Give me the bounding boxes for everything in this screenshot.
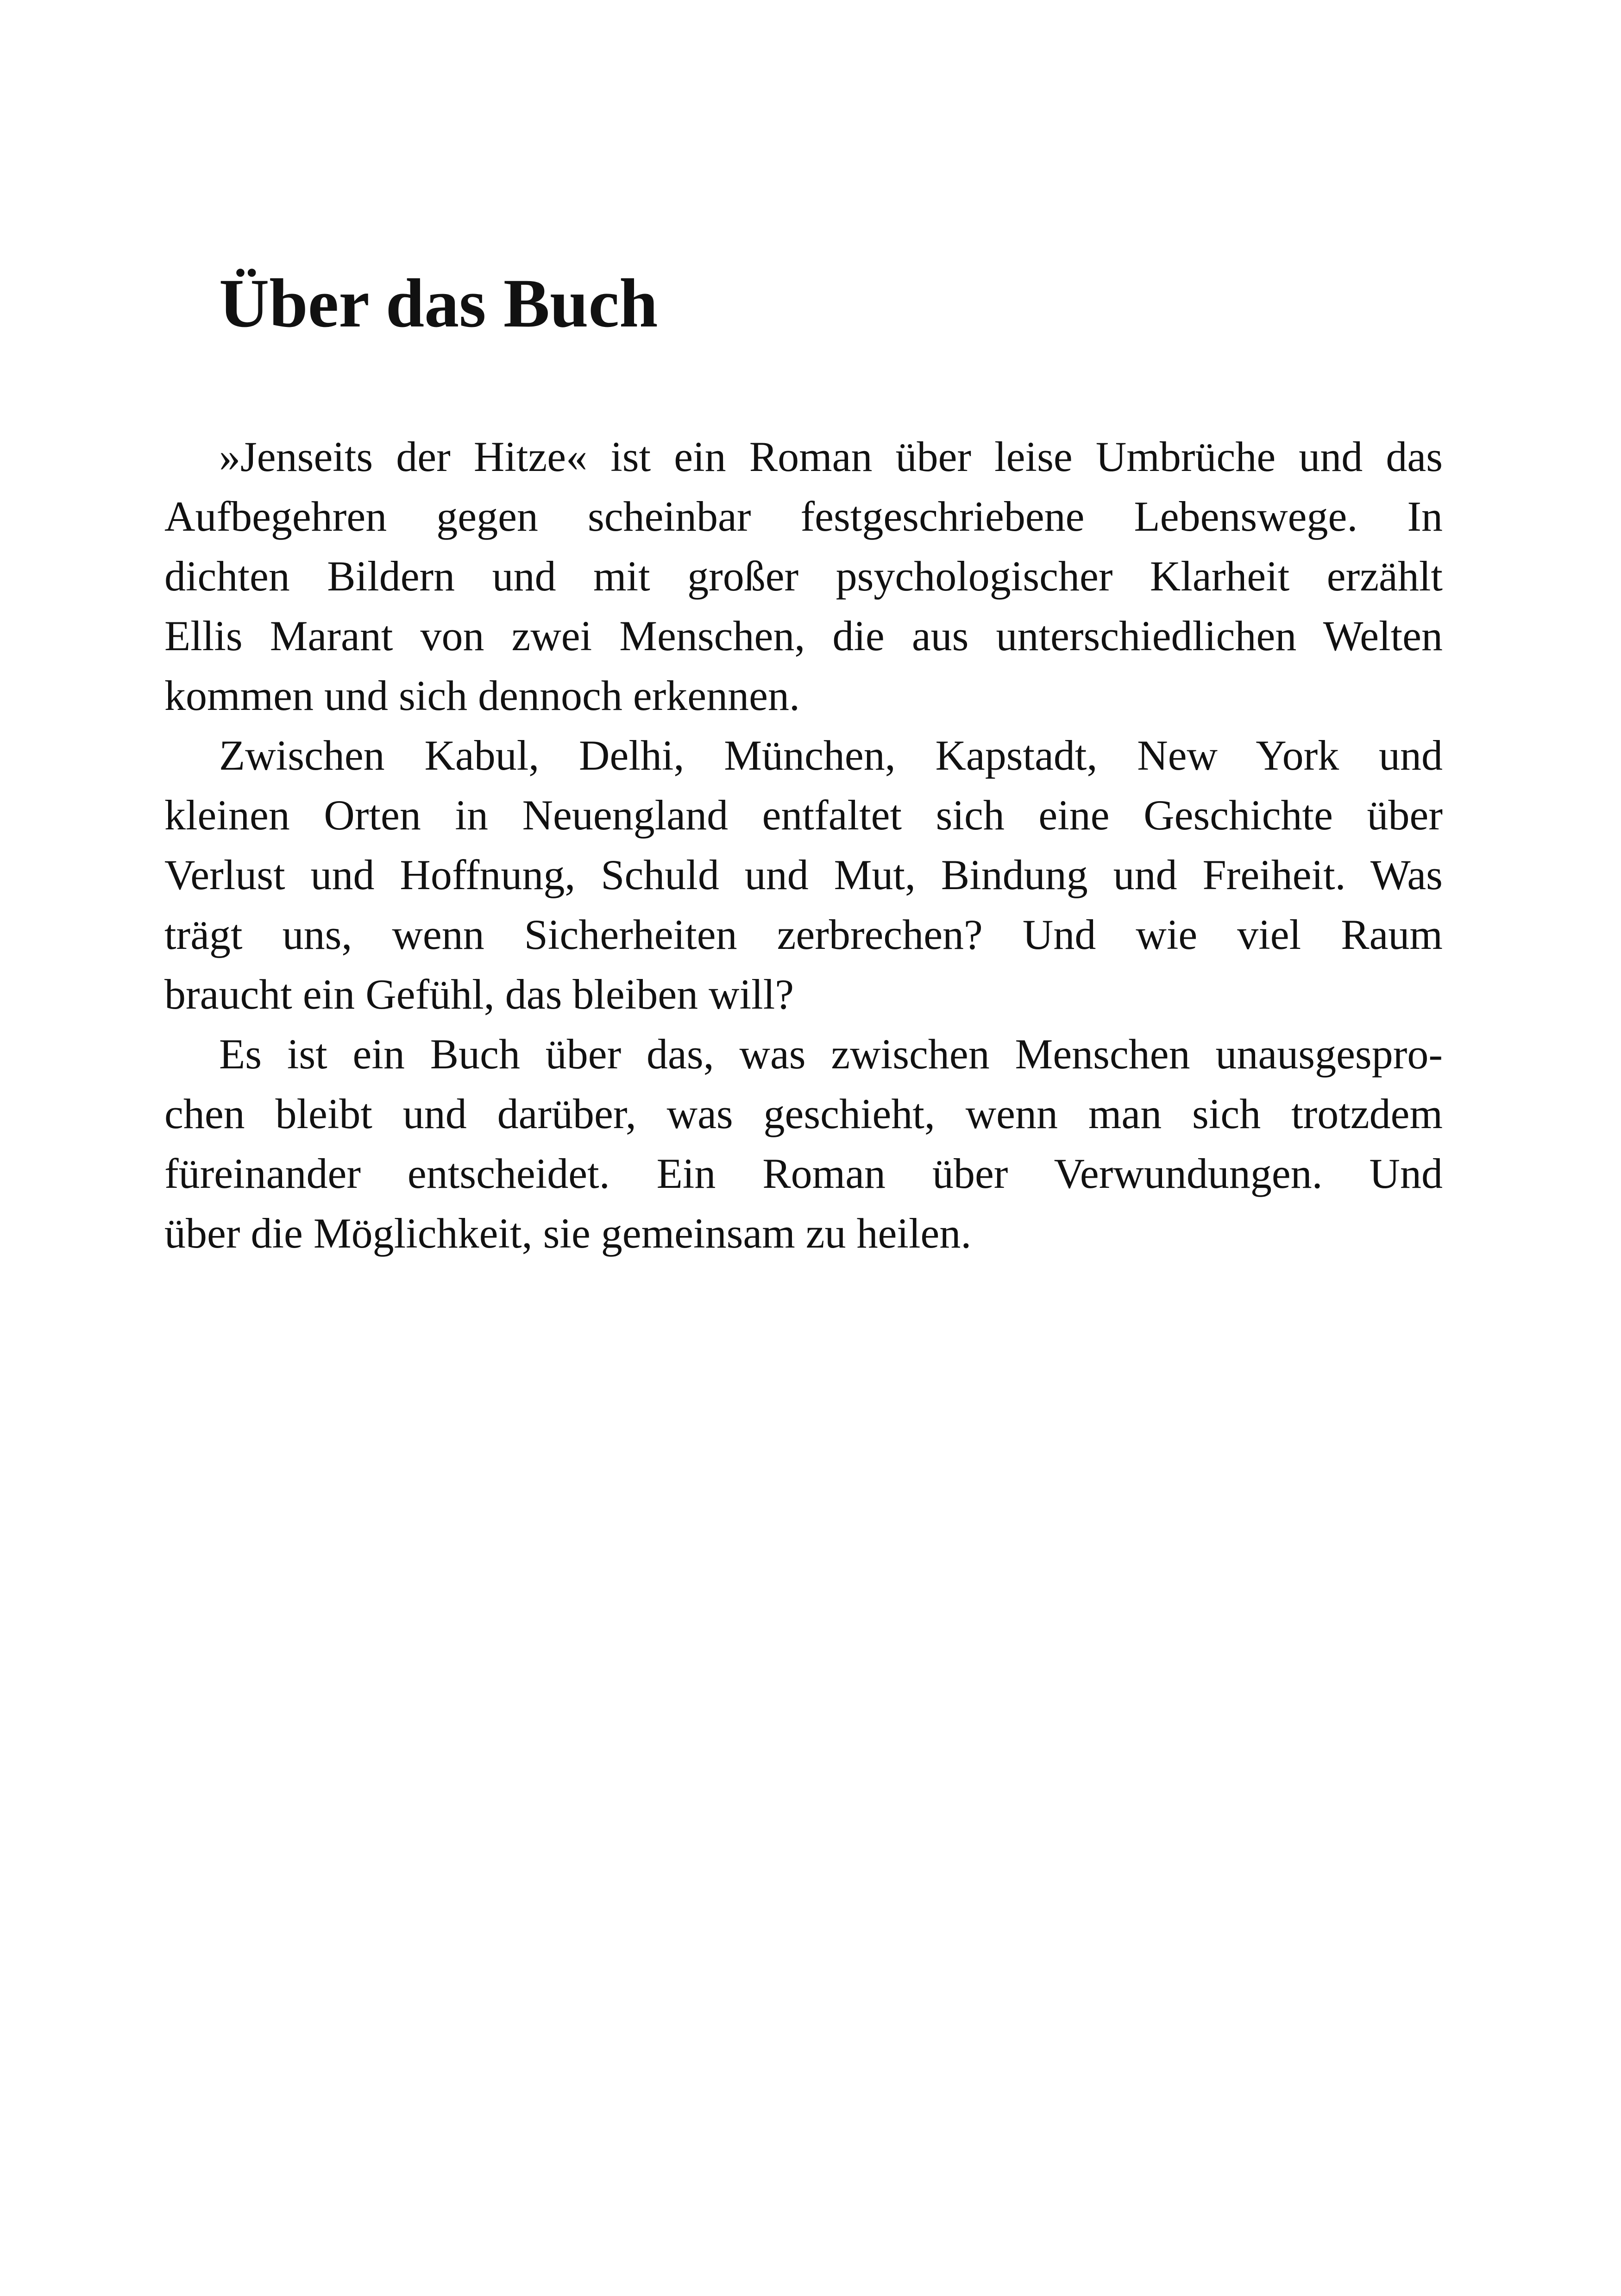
text-line: dichten Bildern und mit großer psychologischer Klarheit erzählt — [164, 552, 1443, 600]
text-line: chen bleibt und darüber, was geschieht, wenn man sich trotzdem — [164, 1090, 1443, 1137]
paragraph-3 — [164, 1024, 1443, 1263]
text-line: kommen und sich dennoch erkennen. — [164, 672, 800, 719]
text-line: trägt uns, wenn Sicherheiten zerbrechen? Und wie viel Raum — [164, 911, 1443, 958]
book-page — [164, 0, 1443, 2296]
text-line: kleinen Orten in Neuengland entfaltet sich eine Geschichte über — [164, 791, 1443, 839]
text-line: füreinander entscheidet. Ein Roman über Verwundungen. Und — [164, 1150, 1443, 1197]
text-line: Ellis Marant von zwei Menschen, die aus unterschiedlichen Welten — [164, 612, 1443, 659]
text-line: Verlust und Hoffnung, Schuld und Mut, Bindung und Freiheit. Was — [164, 851, 1443, 898]
book-description — [164, 427, 1443, 1263]
text-line: braucht ein Gefühl, das bleiben will? — [164, 971, 794, 1018]
text-line: Zwischen Kabul, Delhi, München, Kapstadt, New York und — [219, 732, 1443, 779]
paragraph-2 — [164, 726, 1443, 1024]
text-line: »Jenseits der Hitze« ist ein Roman über leise Umbrüche und das — [219, 433, 1443, 480]
paragraph-1 — [164, 427, 1443, 726]
text-line: Aufbegehren gegen scheinbar festgeschriebene Lebenswege. In — [164, 493, 1443, 540]
page-title: Über das Buch — [219, 265, 658, 342]
text-line: Es ist ein Buch über das, was zwischen Menschen unausgespro- — [219, 1030, 1443, 1078]
text-line: über die Möglichkeit, sie gemeinsam zu heilen. — [164, 1210, 972, 1257]
